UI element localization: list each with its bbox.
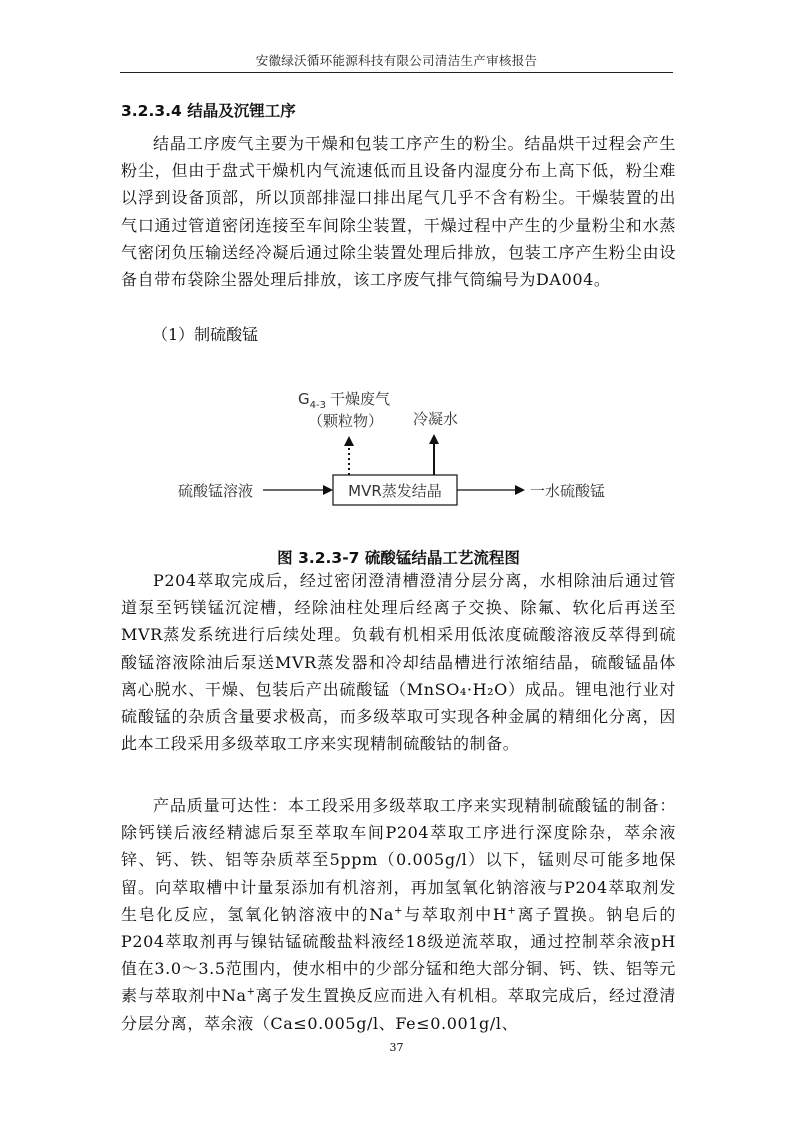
paragraph-2: P204萃取完成后，经过密闭澄清槽澄清分层分离，水相除油后通过管道泵至钙镁锰沉淀槽，经除油柱处理后经离子交换、除氟、软化后再送至MVR蒸发系统进行后续处理。负载有机相采用低浓度硫酸溶液反萃得到硫酸锰溶液除油后泵送MVR蒸发器和冷却结晶槽进行浓缩结晶，硫酸锰晶体离心脱水、干燥、包装后产出硫酸锰（MnSO₄·H₂O）成品。锂电池行业对硫酸锰的杂质含量要求极高，而多级萃取可实现各种金属的精细化分离，因此本工段采用多级萃取工序来实现精制硫酸钴的制备。 — [121, 571, 676, 754]
gas-note: （颗粒物） — [308, 412, 384, 430]
condensate-label: 冷凝水 — [413, 410, 459, 428]
page-header: 安徽绿沃循环能源科技有限公司清洁生产审核报告 — [255, 53, 538, 68]
process-label: MVR蒸发结晶 — [348, 482, 442, 500]
section-title: 3.2.3.4 结晶及沉锂工序 — [121, 102, 296, 120]
sub-heading: （1）制硫酸锰 — [152, 325, 259, 344]
header-rule — [120, 72, 673, 73]
page-number: 37 — [389, 1041, 404, 1054]
gas-label: $G_{4-3}$ 干燥废气 — [298, 390, 390, 411]
output-label: 一水硫酸锰 — [530, 482, 606, 500]
process-flow-diagram — [150, 380, 650, 530]
paragraph-1: 结晶工序废气主要为干燥和包装工序产生的粉尘。结晶烘干过程会产生粉尘，但由于盘式干燥机内气流速低而且设备内湿度分布上高下低，粉尘难以浮到设备顶部，所以顶部排湿口排出尾气几乎不含有粉尘。干燥装置的出气口通过管道密闭连接至车间除尘装置，干燥过程中产生的少量粉尘和水蒸气密闭负压输送经冷凝后通过除尘装置处理后排放，包装工序产生粉尘由设备自带布袋除尘器处理后排放，该工序废气排气筒编号为DA004。 — [121, 134, 676, 290]
figure-caption: 图 3.2.3-7 硫酸锰结晶工艺流程图 — [277, 549, 520, 567]
input-label: 硫酸锰溶液 — [178, 482, 254, 500]
paragraph-3: 产品质量可达性：本工段采用多级萃取工序来实现精制硫酸锰的制备：除钙镁后液经精滤后泵至萃取车间P204萃取工序进行深度除杂，萃余液锌、钙、铁、铝等杂质萃至5ppm（0.005g/l）以下，锰则尽可能多地保留。向萃取槽中计量泵添加有机溶剂，再加氢氧化钠溶液与P204萃取剂发生皂化反应，氢氧化钠溶液中的Na+与萃取剂中H+离子置换。钠皂后的P204萃取剂再与镍钴锰硫酸盐料液经18级逆流萃取，通过控制萃余液pH值在3.0～3.5范围内，使水相中的少部分锰和绝大部分铜、钙、铁、铝等元素与萃取剂中Na+离子发生置换反应而进入有机相。萃取完成后，经过澄清分层分离，萃余液（Ca≤0.005g/l、Fe≤0.001g/l、 — [121, 796, 677, 1033]
